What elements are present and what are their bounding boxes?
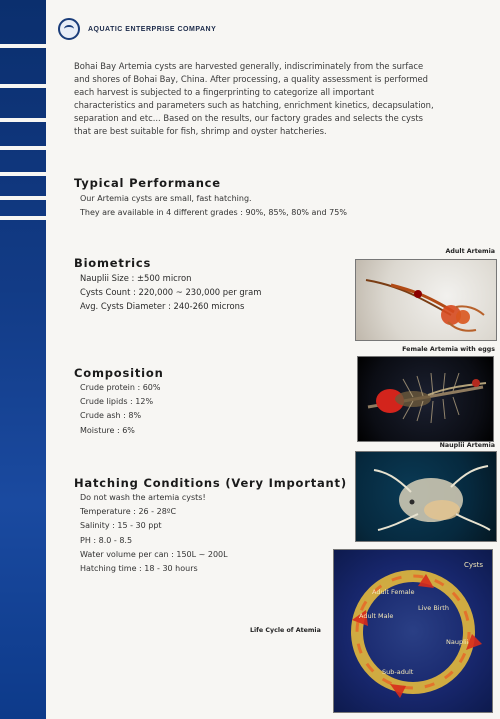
composition-lines <box>80 381 161 438</box>
life-cycle-label-live-birth: Live Birth <box>418 604 449 612</box>
stripe-gap <box>0 172 46 176</box>
section-title-biometrics: Biometrics <box>74 256 152 270</box>
section-title-hatching-conditions: Hatching Conditions (Very Important) <box>74 476 347 490</box>
hatching-line: Water volume per can : 150L ~ 200L <box>80 549 228 559</box>
biometrics-line: Avg. Cysts Diameter : 240-260 microns <box>80 301 245 312</box>
photo-adult-artemia <box>355 259 497 341</box>
composition-line: Crude protein : 60% <box>80 383 161 392</box>
life-cycle-label-nauplii: Nauplii <box>446 638 469 646</box>
life-cycle-illustration <box>334 550 492 712</box>
nauplii-artemia-illustration <box>356 452 496 541</box>
photo-life-cycle <box>333 549 493 713</box>
stripe-gap <box>0 146 46 150</box>
stripe-gap <box>0 44 46 48</box>
stripe-gap <box>0 216 46 220</box>
caption-adult-artemia: Adult Artemia <box>445 248 495 255</box>
typical-performance-lines <box>80 192 347 220</box>
company-logo-icon <box>58 18 80 40</box>
section-title-composition: Composition <box>74 366 164 380</box>
caption-female-artemia: Female Artemia with eggs <box>402 346 495 353</box>
typical-line: Our Artemia cysts are small, fast hatching. <box>80 194 252 203</box>
caption-life-cycle: Life Cycle of Atemia <box>250 627 321 634</box>
intro-paragraph: Bohai Bay Artemia cysts are harvested generally, indiscriminately from the surface and shores of Bohai Bay, China. After processing, a quality assessment is performed each harvest is subjected to a fingerprinting to categorize all important characteristics and parameters such as hatching, enrichment kinetics, decapsulation, separation and etc... Based on the results, our factory grades and selects the cysts that are best suitable for fish, shrimp and oyster hatcheries. <box>74 61 434 136</box>
section-title-typical-performance: Typical Performance <box>74 176 221 190</box>
stripe-gap <box>0 84 46 88</box>
hatching-line: PH : 8.0 - 8.5 <box>80 535 133 545</box>
hatching-line: Temperature : 26 - 28ºC <box>80 507 177 517</box>
composition-line: Crude lipids : 12% <box>80 397 154 407</box>
female-artemia-illustration <box>358 357 493 441</box>
hatching-line: Hatching time : 18 - 30 hours <box>80 564 198 574</box>
life-cycle-label-cysts: Cysts <box>464 561 484 569</box>
hatching-line: Salinity : 15 - 30 ppt <box>80 521 162 531</box>
composition-line: Moisture : 6% <box>80 425 135 435</box>
caption-nauplii-artemia: Nauplii Artemia <box>439 442 495 449</box>
photo-nauplii-artemia <box>355 451 497 542</box>
biometrics-line: Cysts Count : 220,000 ~ 230,000 per gram <box>80 287 262 298</box>
biometrics-line: Nauplii Size : ±500 micron <box>80 273 192 283</box>
life-cycle-label-adult-male: Adult Male <box>359 612 394 620</box>
stripe-gap <box>0 118 46 122</box>
header <box>58 18 216 40</box>
composition-line: Crude ash : 8% <box>80 411 142 421</box>
stripe-gap <box>0 196 46 200</box>
life-cycle-label-adult-female: Adult Female <box>372 588 415 596</box>
typical-line: They are available in 4 different grades : 90%, 85%, 80% and 75% <box>80 208 347 218</box>
photo-female-artemia-with-eggs <box>357 356 494 442</box>
company-name: AQUATIC ENTERPRISE COMPANY <box>88 25 217 33</box>
adult-artemia-illustration <box>356 260 496 340</box>
left-blue-stripe <box>0 0 46 719</box>
biometrics-lines <box>80 271 261 314</box>
life-cycle-label-sub-adult: Sub-adult <box>382 668 414 676</box>
hatching-lines <box>80 491 228 576</box>
hatching-line: Do not wash the artemia cysts! <box>80 493 206 502</box>
